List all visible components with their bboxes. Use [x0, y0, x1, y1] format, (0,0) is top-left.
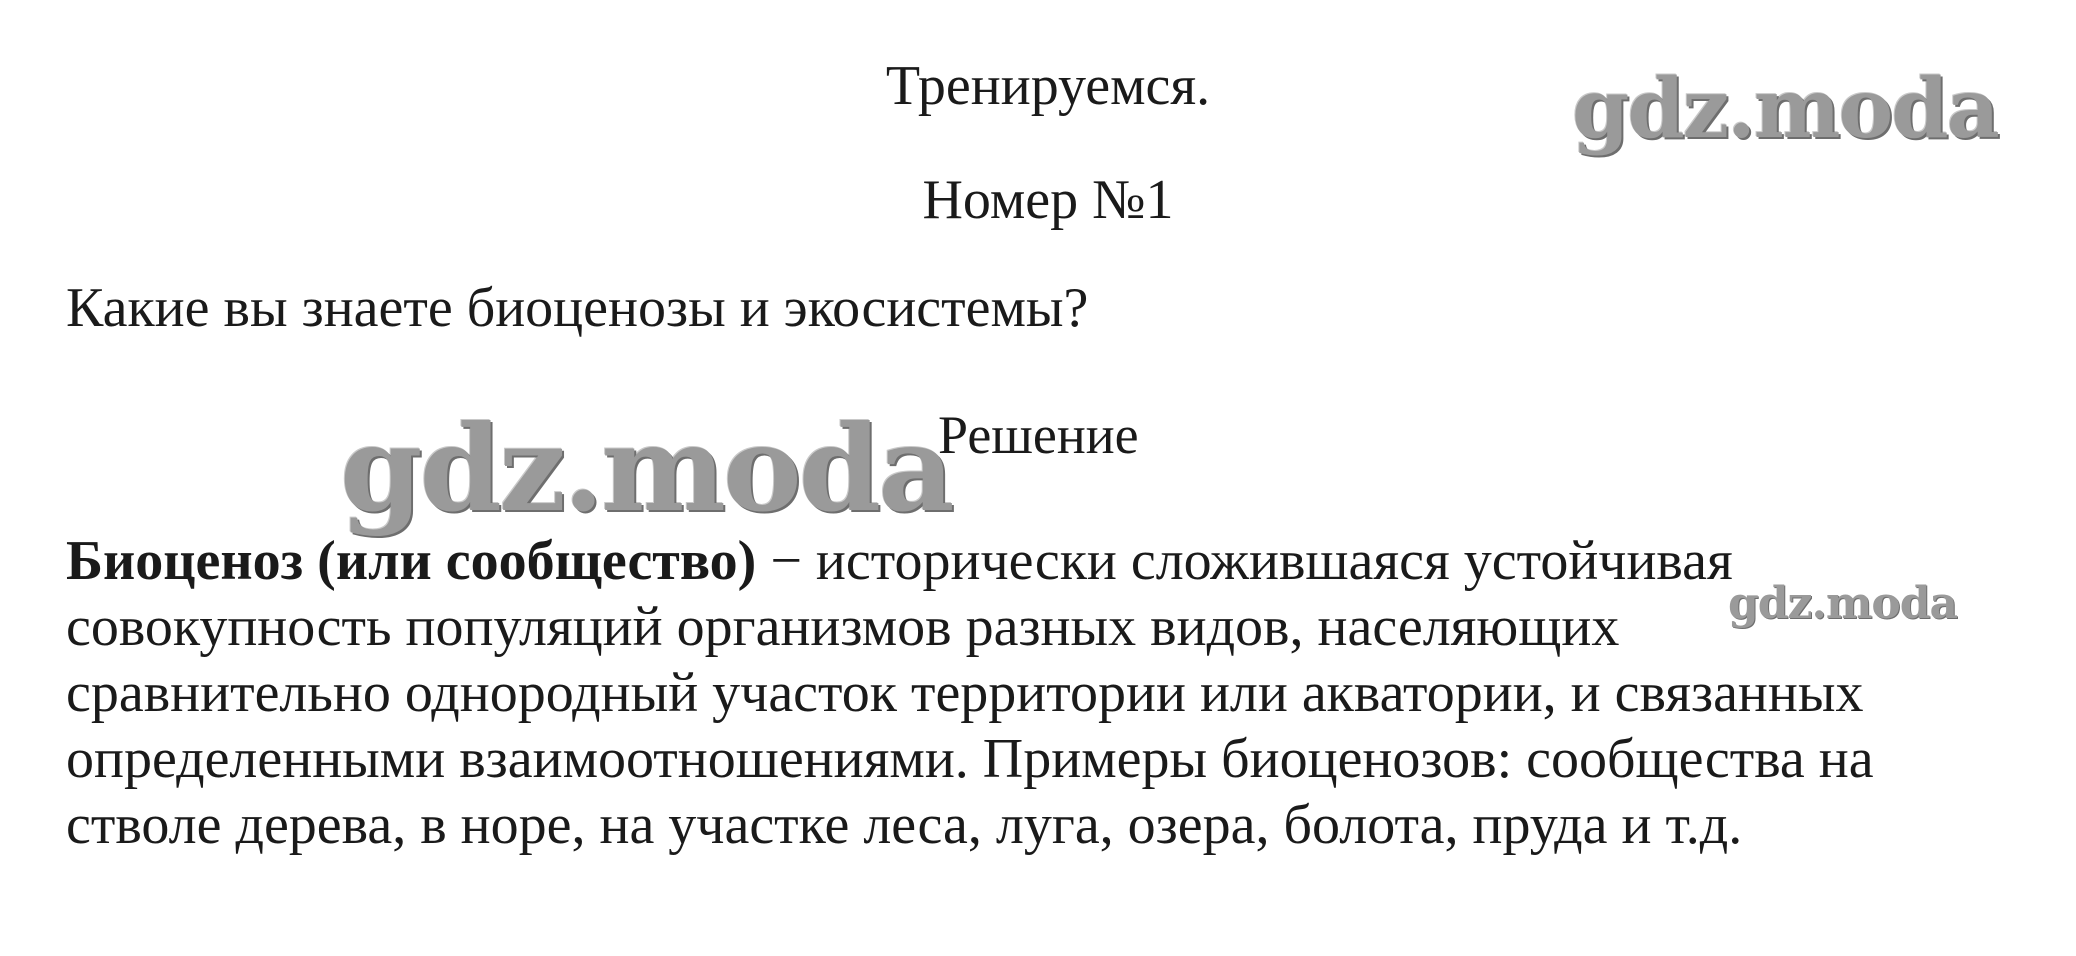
- answer-line-3: сравнительно однородный участок территории или акватории, и связанных: [66, 662, 1864, 724]
- section-title: Тренируемся.: [885, 55, 1211, 117]
- answer-line-1-text: − исторически сложившаяся устойчивая: [756, 530, 1733, 592]
- watermark-inline: gdz.moda: [1728, 578, 1958, 629]
- question-text: Какие вы знаете биоценозы и экосистемы?: [66, 277, 1089, 339]
- answer-term: Биоценоз (или сообщество): [66, 530, 757, 592]
- exercise-number: Номер №1: [922, 169, 1174, 231]
- answer-line-4: определенными взаимоотношениями. Примеры биоценозов: сообщества на: [66, 728, 1874, 790]
- answer-line-2: совокупность популяций организмов разных видов, населяющих: [66, 596, 1620, 658]
- watermark-top-right: gdz.moda: [1572, 61, 1998, 157]
- answer-line-5: стволе дерева, в норе, на участке леса, луга, озера, болота, пруда и т.д.: [66, 794, 1743, 856]
- watermark-center: gdz.moda: [340, 399, 952, 538]
- solution-heading: Решение: [938, 405, 1139, 465]
